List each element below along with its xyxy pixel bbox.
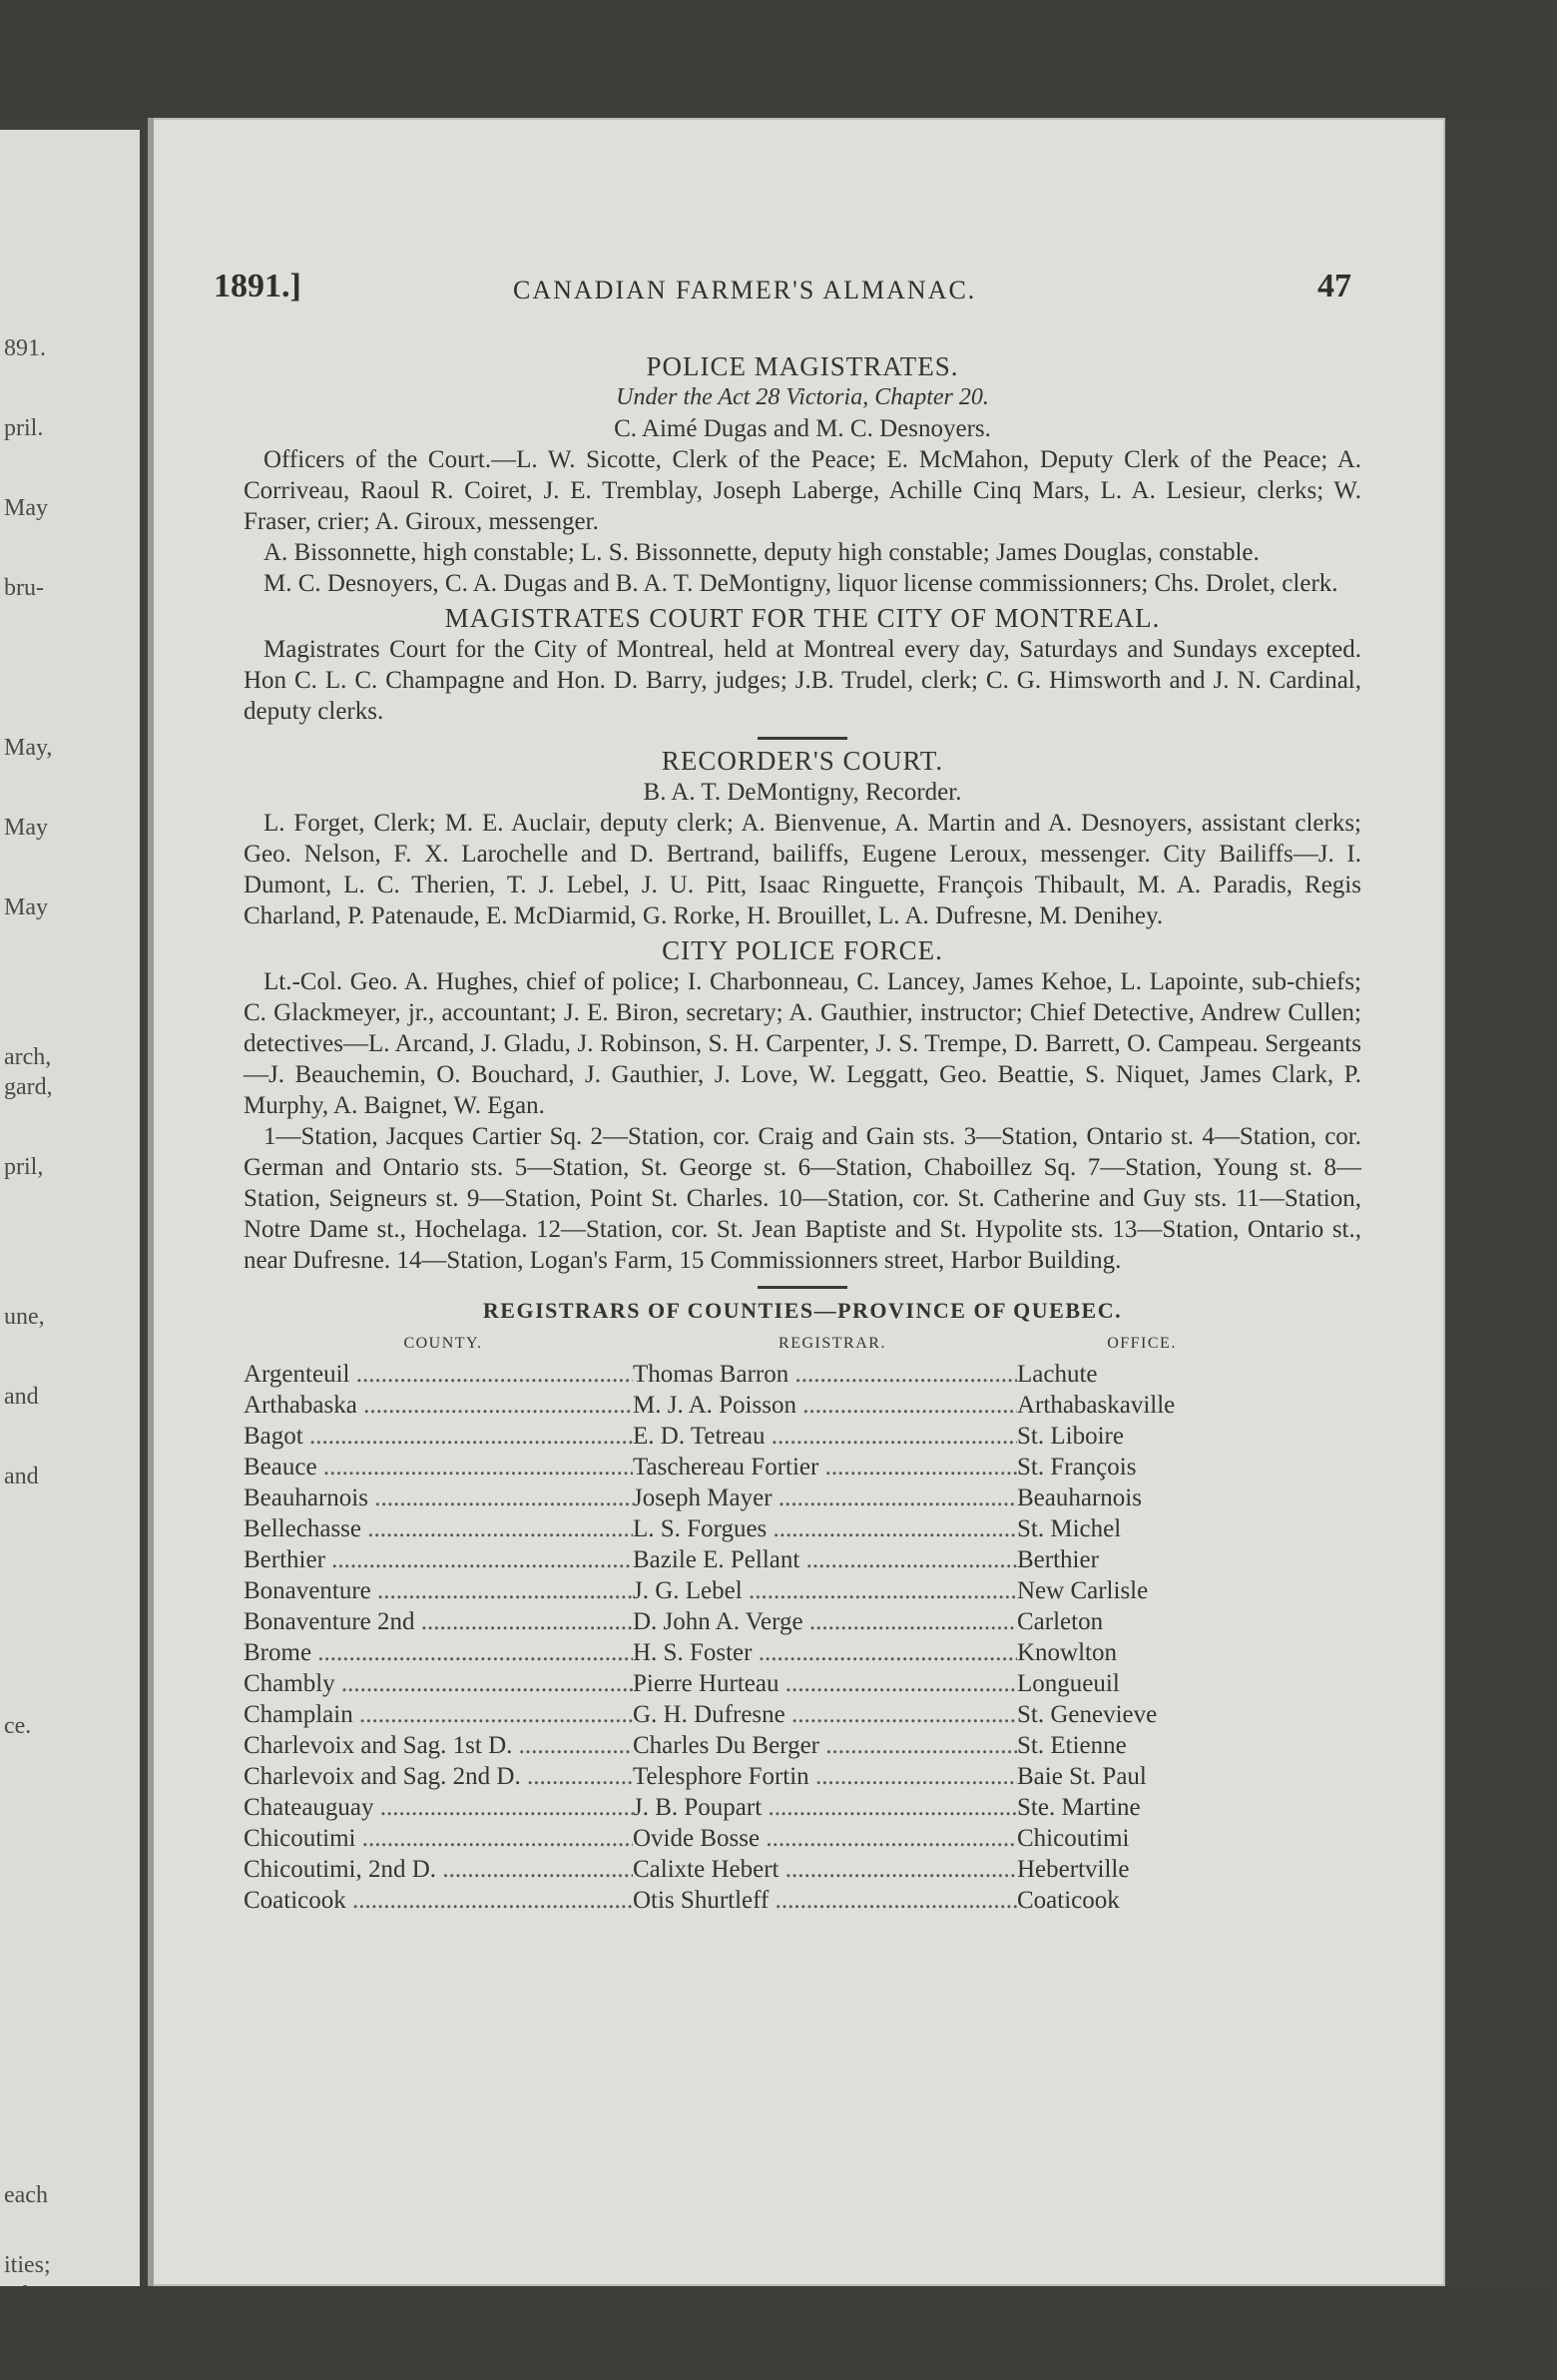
cell-registrar: Calixte Hebert ..... — [633, 1854, 1017, 1885]
cell-office: Lachute — [1017, 1361, 1098, 1388]
scan-background-top — [0, 0, 1557, 120]
table-row — [244, 1668, 1361, 1699]
cell-registrar: Telesphore Fortin ..... — [633, 1761, 1017, 1792]
prev-page-text: ce. — [4, 1713, 32, 1739]
prev-page-text: May — [4, 495, 48, 521]
cell-registrar: Ovide Bosse ..... — [633, 1823, 1017, 1854]
cell-county: Bellechasse ..... — [244, 1513, 633, 1544]
paragraph: Magistrates Court for the City of Montreal, held at Montreal every day, Saturdays and Sundays excepted. Hon C. L. C. Champagne and Hon. D. Barry, judges; J.B. Trudel, clerk; C. G. Himsworth and J. N. Cardinal, deputy clerks. — [244, 636, 1361, 725]
prev-page-text: May — [4, 815, 48, 841]
table-row — [244, 1885, 1361, 1916]
prev-page-text: gard, — [4, 1074, 53, 1100]
cell-office: Longueuil — [1017, 1670, 1120, 1697]
cell-office: Chicoutimi — [1017, 1825, 1130, 1852]
cell-county: Bonaventure ..... — [244, 1575, 633, 1606]
cell-county: Bonaventure 2nd ..... — [244, 1606, 633, 1637]
cell-registrar: G. H. Dufresne ..... — [633, 1699, 1017, 1730]
table-row — [244, 1575, 1361, 1606]
cell-registrar: L. S. Forgues ..... — [633, 1513, 1017, 1544]
cell-registrar: D. John A. Verge ..... — [633, 1606, 1017, 1637]
cell-county: Chambly ..... — [244, 1668, 633, 1699]
cell-registrar: J. G. Lebel ..... — [633, 1575, 1017, 1606]
cell-registrar: Thomas Barron ..... — [633, 1359, 1017, 1390]
table-row — [244, 1606, 1361, 1637]
registrars-table — [244, 1359, 1361, 1916]
prev-page-text: May — [4, 894, 48, 920]
prev-page-text: ities; — [4, 2252, 51, 2278]
column-header-registrar: REGISTRAR. — [778, 1335, 886, 1352]
cell-office: Baie St. Paul — [1017, 1763, 1147, 1790]
section-divider — [758, 1286, 847, 1289]
cell-county: Chicoutimi ..... — [244, 1823, 633, 1854]
cell-registrar: Taschereau Fortier ..... — [633, 1452, 1017, 1483]
paragraph: Officers of the Court.—L. W. Sicotte, Clerk of the Peace; E. McMahon, Deputy Clerk of the Peace; A. Corriveau, Raoul R. Coiret, J. E. Tremblay, Joseph Laberge, Achille Cinq Mars, L. A. Lesieur, clerks; W. Fraser, crier; A. Giroux, messenger. — [244, 446, 1361, 535]
table-row — [244, 1730, 1361, 1761]
cell-office: Berthier — [1017, 1546, 1099, 1573]
cell-office: Carleton — [1017, 1608, 1104, 1635]
cell-office: Hebertville — [1017, 1856, 1130, 1883]
prev-page-text: and — [4, 1464, 39, 1489]
cell-registrar: Charles Du Berger ..... — [633, 1730, 1017, 1761]
cell-registrar: H. S. Foster ..... — [633, 1637, 1017, 1668]
cell-office: Beauharnois — [1017, 1485, 1142, 1511]
section-title-police-magistrates: POLICE MAGISTRATES. — [646, 351, 959, 381]
column-header-office: OFFICE. — [1107, 1335, 1177, 1352]
section-title-magistrates-court: MAGISTRATES COURT FOR THE CITY OF MONTREAL. — [444, 603, 1161, 633]
table-row — [244, 1637, 1361, 1668]
cell-county: Charlevoix and Sag. 2nd D. ..... — [244, 1761, 633, 1792]
previous-page-edge — [0, 130, 140, 2286]
prev-page-text: and — [4, 1384, 39, 1410]
section-title-recorders-court: RECORDER'S COURT. — [661, 746, 944, 776]
cell-registrar: M. J. A. Poisson ..... — [633, 1390, 1017, 1421]
paragraph: Lt.-Col. Geo. A. Hughes, chief of police; I. Charbonneau, C. Lancey, James Kehoe, L. Lapointe, sub-chiefs; C. Glackmeyer, jr., accountant; J. E. Biron, secretary; A. Gauthier, instructor; Chief Detective, Andrew Cullen; detectives—L. Arcand, J. Gladu, J. Robinson, S. H. Carpenter, J. S. Trempe, D. Barrett, O. Campeau. Sergeants—J. Beauchemin, O. Bouchard, J. Gauthier, J. Love, W. Leggatt, Geo. Beattie, S. Niquet, James Clark, P. Murphy, A. Baignet, W. Egan. — [244, 968, 1361, 1119]
cell-county: Argenteuil ..... — [244, 1359, 633, 1390]
registrars-column-headers — [244, 1328, 1361, 1359]
cell-county: Berthier ..... — [244, 1544, 633, 1575]
prev-page-text: bru- — [4, 575, 44, 601]
page-header — [214, 268, 1351, 317]
table-row — [244, 1483, 1361, 1513]
cell-office: St. Etienne — [1017, 1732, 1127, 1759]
cell-office: Knowlton — [1017, 1639, 1117, 1666]
table-row — [244, 1513, 1361, 1544]
section-title-city-police: CITY POLICE FORCE. — [662, 935, 943, 965]
cell-registrar: Bazile E. Pellant ..... — [633, 1544, 1017, 1575]
table-row — [244, 1421, 1361, 1452]
cell-registrar: J. B. Poupart ..... — [633, 1792, 1017, 1823]
table-row — [244, 1544, 1361, 1575]
prev-page-text: pril. — [4, 415, 44, 441]
cell-office: Coaticook — [1017, 1887, 1120, 1914]
page-fold — [148, 118, 154, 2286]
cell-office: St. Michel — [1017, 1515, 1122, 1542]
cell-county: Chicoutimi, 2nd D. ..... — [244, 1854, 633, 1885]
cell-county: Bagot ..... — [244, 1421, 633, 1452]
header-title: CANADIAN FARMER'S ALMANAC. — [513, 276, 977, 304]
cell-county: Beauce ..... — [244, 1452, 633, 1483]
scan-background-bottom — [0, 2286, 1557, 2380]
cell-registrar: Joseph Mayer ..... — [633, 1483, 1017, 1513]
header-year: 1891.] — [214, 268, 301, 304]
cell-county: Chateauguay ..... — [244, 1792, 633, 1823]
cell-county: Beauharnois ..... — [244, 1483, 633, 1513]
cell-registrar: Otis Shurtleff ..... — [633, 1885, 1017, 1916]
prev-page-text: pril, — [4, 1154, 44, 1180]
cell-county: Charlevoix and Sag. 1st D. ..... — [244, 1730, 633, 1761]
prev-page-text: 891. — [4, 335, 46, 361]
cell-office: New Carlisle — [1017, 1577, 1149, 1604]
table-row — [244, 1452, 1361, 1483]
table-row — [244, 1792, 1361, 1823]
prev-page-text: arch, — [4, 1044, 52, 1070]
cell-office: St. Liboire — [1017, 1423, 1124, 1450]
cell-office: St. François — [1017, 1454, 1137, 1481]
table-row — [244, 1390, 1361, 1421]
table-row — [244, 1699, 1361, 1730]
table-row — [244, 1823, 1361, 1854]
table-row — [244, 1359, 1361, 1390]
paragraph: L. Forget, Clerk; M. E. Auclair, deputy clerk; A. Bienvenue, A. Martin and A. Desnoyers, assistant clerks; Geo. Nelson, F. X. Larochelle and D. Bertrand, bailiffs, Eugene Leroux, messenger. City Bailiffs—J. I. Dumont, L. C. Therien, T. J. Lebel, J. U. Pitt, Isaac Ringuette, François Thibault, M. A. Paradis, Regis Charland, P. Patenaude, E. McDiarmid, G. Rorke, H. Brouillet, L. A. Dufresne, M. Denihey. — [244, 810, 1361, 929]
section-divider — [758, 737, 847, 740]
prev-page-text: May, — [4, 735, 53, 761]
cell-registrar: E. D. Tetreau ..... — [633, 1421, 1017, 1452]
cell-county: Arthabaska ..... — [244, 1390, 633, 1421]
cell-county: Champlain ..... — [244, 1699, 633, 1730]
paragraph: M. C. Desnoyers, C. A. Dugas and B. A. T. DeMontigny, liquor license commissionners; Chs. Drolet, clerk. — [263, 570, 1338, 597]
page-body — [244, 347, 1361, 1916]
page-number: 47 — [1317, 268, 1351, 304]
table-row — [244, 1761, 1361, 1792]
cell-registrar: Pierre Hurteau ..... — [633, 1668, 1017, 1699]
prev-page-text: une, — [4, 1304, 45, 1330]
recorder-name: B. A. T. DeMontigny, Recorder. — [643, 779, 962, 806]
cell-county: Brome ..... — [244, 1637, 633, 1668]
column-header-county: COUNTY. — [403, 1335, 483, 1352]
cell-office: Arthabaskaville — [1017, 1392, 1176, 1419]
magistrate-names: C. Aimé Dugas and M. C. Desnoyers. — [614, 415, 991, 442]
prev-page-text: each — [4, 2182, 48, 2208]
paragraph: 1—Station, Jacques Cartier Sq. 2—Station, cor. Craig and Gain sts. 3—Station, Ontario st. 4—Station, cor. German and Ontario sts. 5—Station, St. George st. 6—Station, Chaboillez Sq. 7—Station, Young st. 8—Station, Seigneurs st. 9—Station, Point St. Charles. 10—Station, cor. St. Catherine and Guy sts. 11—Station, Notre Dame st., Hochelaga. 12—Station, cor. St. Jean Baptiste and St. Hypolite sts. 13—Station, Ontario st., near Dufresne. 14—Station, Logan's Farm, 15 Commissionners street, Harbor Building. — [244, 1123, 1361, 1274]
cell-office: St. Genevieve — [1017, 1701, 1158, 1728]
paragraph: A. Bissonnette, high constable; L. S. Bissonnette, deputy high constable; James Douglas, constable. — [263, 539, 1260, 566]
cell-office: Ste. Martine — [1017, 1794, 1141, 1821]
cell-county: Coaticook ..... — [244, 1885, 633, 1916]
section-title-registrars: REGISTRARS OF COUNTIES—PROVINCE OF QUEBEC. — [482, 1298, 1123, 1323]
table-row — [244, 1854, 1361, 1885]
section-subtitle: Under the Act 28 Victoria, Chapter 20. — [616, 384, 989, 410]
